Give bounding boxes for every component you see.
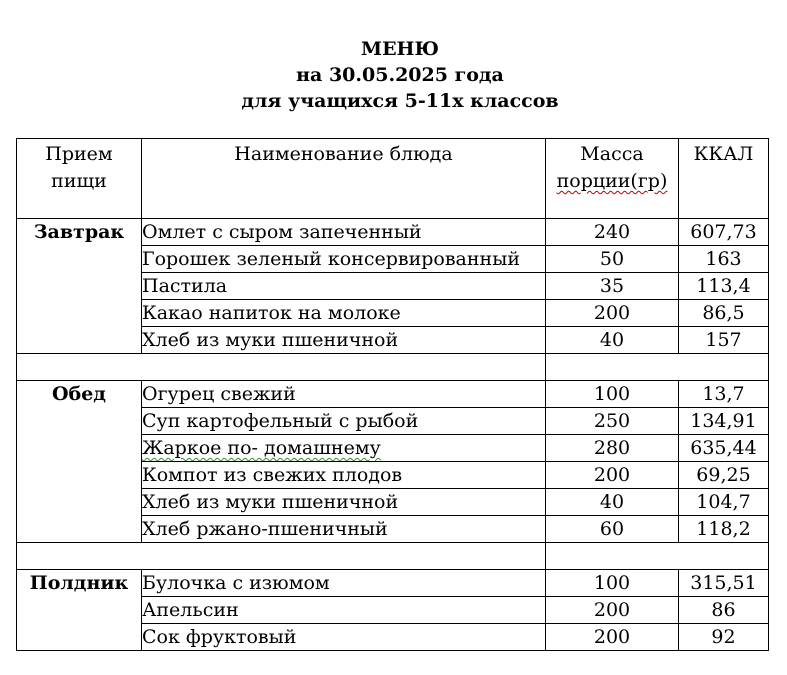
header-kcal: ККАЛ xyxy=(679,139,769,219)
dish-kcal: 635,44 xyxy=(679,435,769,462)
dish-mass: 100 xyxy=(546,570,679,597)
menu-title xyxy=(0,36,787,114)
dish-mass: 60 xyxy=(546,516,679,543)
dish-mass: 250 xyxy=(546,408,679,435)
dish-name xyxy=(142,408,546,435)
dish-name xyxy=(142,273,546,300)
dish-name-text: Компот из свежих плодов xyxy=(142,464,403,486)
dish-name xyxy=(142,435,546,462)
dish-kcal: 315,51 xyxy=(679,570,769,597)
dish-kcal: 13,7 xyxy=(679,381,769,408)
dish-name xyxy=(142,624,546,651)
menu-table xyxy=(16,138,769,651)
dish-name xyxy=(142,597,546,624)
dish-name-text: Хлеб из муки пшеничной xyxy=(142,491,399,513)
spacer-cell xyxy=(17,354,546,381)
spacer-cell xyxy=(546,354,769,381)
dish-kcal: 134,91 xyxy=(679,408,769,435)
dish-name xyxy=(142,489,546,516)
dish-name xyxy=(142,219,546,246)
dish-kcal: 92 xyxy=(679,624,769,651)
meal-name: Полдник xyxy=(17,570,142,651)
dish-name-text: Булочка с изюмом xyxy=(142,572,330,594)
header-meal xyxy=(17,139,142,219)
header-meal-line-1: Прием xyxy=(45,143,113,165)
dish-kcal: 86,5 xyxy=(679,300,769,327)
dish-mass: 100 xyxy=(546,381,679,408)
header-mass-line-2-text: порции(гр) xyxy=(556,170,668,192)
dish-mass: 240 xyxy=(546,219,679,246)
meal-name: Завтрак xyxy=(17,219,142,354)
dish-name xyxy=(142,300,546,327)
dish-name-text: Жаркое по- домашнему xyxy=(142,437,381,459)
dish-name-text: Пастила xyxy=(142,275,228,297)
dish-name-text: Огурец свежий xyxy=(142,383,296,405)
dish-mass: 280 xyxy=(546,435,679,462)
dish-kcal: 607,73 xyxy=(679,219,769,246)
dish-name xyxy=(142,381,546,408)
dish-name-text: Какао напиток на молоке xyxy=(142,302,401,324)
dish-name xyxy=(142,462,546,489)
spacer-cell xyxy=(17,543,546,570)
dish-name xyxy=(142,246,546,273)
dish-kcal: 163 xyxy=(679,246,769,273)
title-line-1: МЕНЮ xyxy=(361,38,439,60)
header-meal-line-2: пищи xyxy=(51,170,107,192)
header-mass xyxy=(546,139,679,219)
dish-name-text: Горошек зеленый консервированный xyxy=(142,248,520,270)
dish-name xyxy=(142,516,546,543)
table-row xyxy=(17,219,769,246)
dish-mass: 40 xyxy=(546,327,679,354)
dish-mass: 200 xyxy=(546,624,679,651)
dish-mass: 40 xyxy=(546,489,679,516)
dish-name-text: Омлет с сыром запеченный xyxy=(142,221,422,243)
spacer-row xyxy=(17,543,769,570)
title-line-2: на 30.05.2025 года xyxy=(296,64,504,86)
dish-mass: 200 xyxy=(546,597,679,624)
dish-mass: 50 xyxy=(546,246,679,273)
table-row xyxy=(17,381,769,408)
dish-mass: 200 xyxy=(546,300,679,327)
dish-name-text: Апельсин xyxy=(142,599,239,621)
title-line-3: для учащихся 5-11х классов xyxy=(241,90,559,112)
dish-kcal: 113,4 xyxy=(679,273,769,300)
dish-name xyxy=(142,327,546,354)
header-mass-line-2 xyxy=(546,168,678,195)
dish-kcal: 69,25 xyxy=(679,462,769,489)
dish-name-text: Хлеб из муки пшеничной xyxy=(142,329,399,351)
table-row xyxy=(17,570,769,597)
dish-kcal: 118,2 xyxy=(679,516,769,543)
meal-name: Обед xyxy=(17,381,142,543)
dish-mass: 200 xyxy=(546,462,679,489)
dish-kcal: 86 xyxy=(679,597,769,624)
spacer-cell xyxy=(546,543,769,570)
header-mass-line-1: Масса xyxy=(580,143,644,165)
spacer-row xyxy=(17,354,769,381)
dish-mass: 35 xyxy=(546,273,679,300)
dish-name xyxy=(142,570,546,597)
dish-kcal: 157 xyxy=(679,327,769,354)
header-dish: Наименование блюда xyxy=(142,139,546,219)
dish-name-text: Суп картофельный с рыбой xyxy=(142,410,419,432)
dish-name-text: Сок фруктовый xyxy=(142,626,297,648)
dish-kcal: 104,7 xyxy=(679,489,769,516)
table-header-row xyxy=(17,139,769,219)
dish-name-text: Хлеб ржано-пшеничный xyxy=(142,518,388,540)
